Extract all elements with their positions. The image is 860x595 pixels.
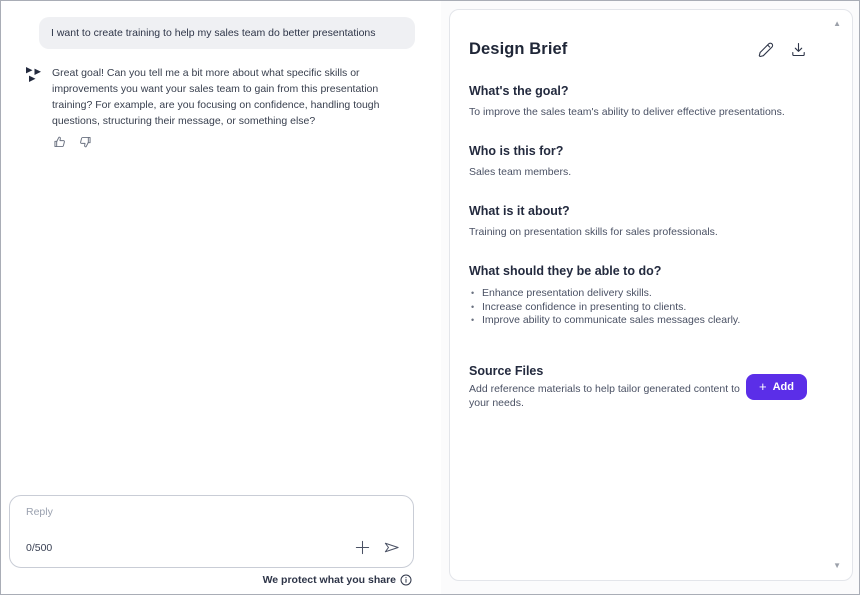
brief-header-actions [757, 41, 807, 58]
scroll-down-icon[interactable]: ▼ [833, 561, 841, 570]
reply-box [9, 495, 414, 568]
brief-section-outcomes [469, 264, 807, 328]
list-item: • Enhance presentation delivery skills. [469, 287, 807, 301]
list-item: • Improve ability to communicate sales messages clearly. [469, 314, 807, 328]
source-files-heading: Source Files [469, 363, 544, 378]
section-heading: What's the goal? [469, 84, 569, 98]
download-icon[interactable] [790, 41, 807, 58]
info-icon[interactable] [400, 574, 412, 586]
char-counter: 0/500 [26, 541, 53, 554]
section-body: Training on presentation skills for sales professionals. [469, 226, 718, 238]
assistant-message-text: Great goal! Can you tell me a bit more about what specific skills or improvements you want your sales team to gain from this presentation training? For example, are you focusing on confidence, handling tough questions, structuring their message, or something else? [52, 67, 380, 127]
chat-panel [1, 1, 441, 595]
assistant-message [25, 65, 419, 129]
section-body: Sales team members. [469, 166, 572, 178]
section-body: To improve the sales team's ability to deliver effective presentations. [469, 106, 785, 118]
brief-section-audience [469, 144, 807, 179]
assistant-logo-icon [25, 65, 43, 129]
list-item: • Increase confidence in presenting to clients. [469, 301, 807, 315]
source-files-section [469, 364, 807, 410]
reply-actions [354, 539, 400, 556]
section-heading: What is it about? [469, 204, 570, 218]
thumbs-up-icon[interactable] [53, 135, 67, 149]
reply-input[interactable] [26, 506, 356, 518]
thumbs-down-icon[interactable] [78, 135, 92, 149]
attach-plus-icon[interactable] [354, 539, 371, 556]
privacy-note [263, 574, 412, 586]
add-source-file-button[interactable] [746, 374, 807, 400]
brief-header [469, 40, 807, 59]
design-brief-panel [449, 9, 853, 581]
reply-toolbar [26, 539, 400, 556]
edit-pencil-icon[interactable] [757, 41, 774, 58]
add-button-label: Add [772, 380, 794, 393]
plus-icon: + [759, 378, 767, 394]
source-files-description: Add reference materials to help tailor generated content to your needs. [469, 382, 740, 409]
section-heading: Who is this for? [469, 144, 564, 158]
outcomes-list [469, 287, 807, 328]
brief-section-topic [469, 204, 807, 239]
privacy-note-text: We protect what you share [262, 574, 396, 586]
brief-title: Design Brief [469, 40, 568, 58]
source-files-text [469, 364, 746, 410]
feedback-row [53, 135, 92, 149]
scroll-up-icon[interactable]: ▲ [833, 19, 841, 28]
brief-section-goal [469, 84, 807, 119]
send-icon[interactable] [383, 539, 400, 556]
section-heading: What should they be able to do? [469, 264, 662, 278]
user-message-bubble: I want to create training to help my sales team do better presentations [39, 17, 415, 49]
